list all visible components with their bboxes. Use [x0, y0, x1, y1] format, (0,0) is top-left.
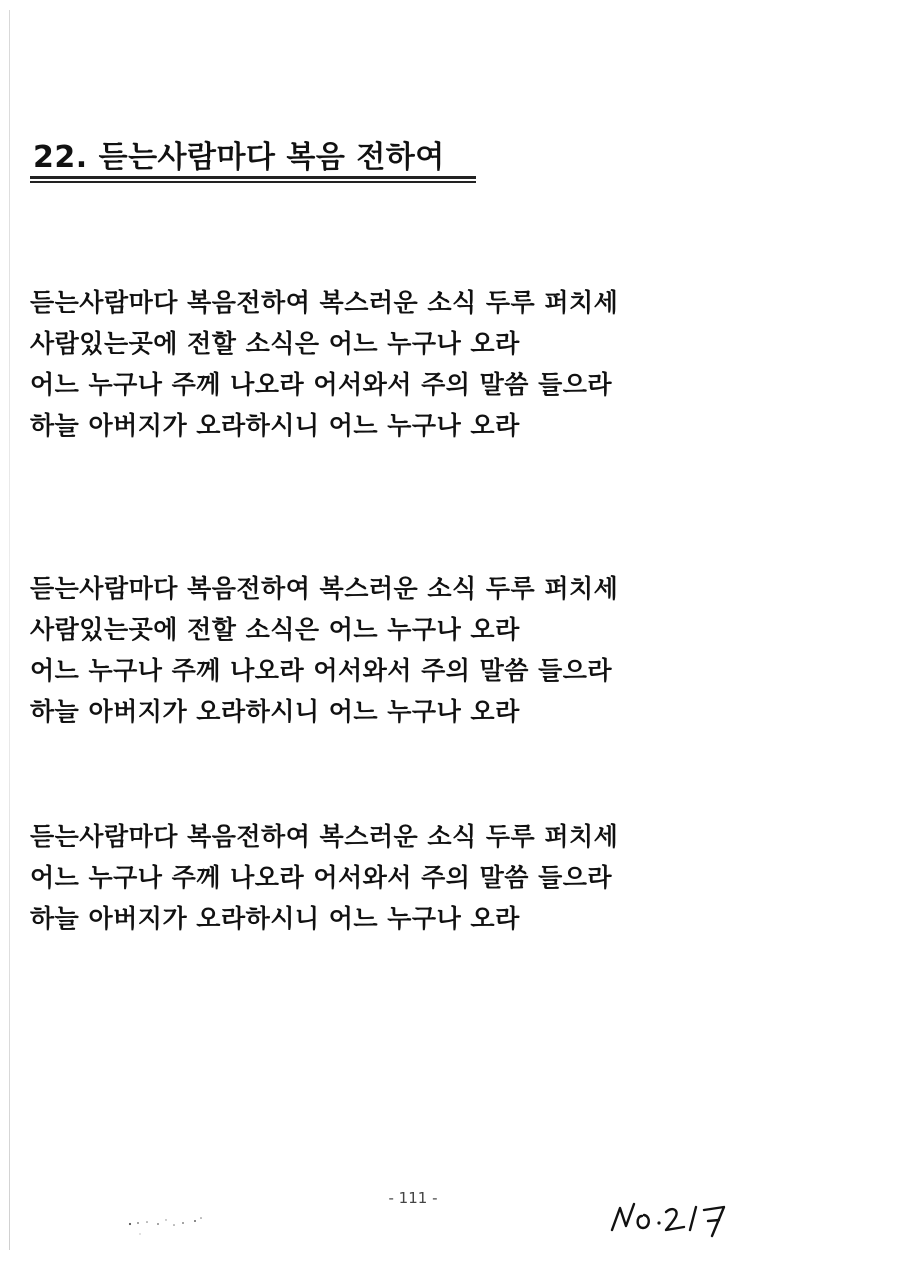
- verse-line: 듣는사람마다 복음전하여 복스러운 소식 두루 퍼치세: [30, 288, 619, 317]
- title-underline-bottom: [30, 181, 476, 183]
- verse-1: [30, 282, 618, 446]
- binding-margin-line: [9, 10, 10, 1250]
- verse-line: 어느 누구나 주께 나오라 어서와서 주의 말씀 들으라: [30, 863, 613, 892]
- title-underline-top: [30, 176, 476, 179]
- verse-3: [30, 816, 618, 939]
- verse-line: 듣는사람마다 복음전하여 복스러운 소식 두루 퍼치세: [30, 574, 619, 603]
- verse-line: 하늘 아버지가 오라하시니 어느 누구나 오라: [30, 904, 520, 933]
- verse-line: 사람있는곳에 전할 소식은 어느 누구나 오라: [30, 615, 520, 644]
- song-title: 22. 듣는사람마다 복음 전하여: [33, 140, 445, 175]
- verse-line: 하늘 아버지가 오라하시니 어느 누구나 오라: [30, 697, 520, 726]
- verse-2: [30, 568, 618, 732]
- verse-line: 어느 누구나 주께 나오라 어서와서 주의 말씀 들으라: [30, 656, 613, 685]
- scan-specks: [120, 1212, 220, 1242]
- page-number: - 111 -: [388, 1189, 438, 1207]
- verse-line: 어느 누구나 주께 나오라 어서와서 주의 말씀 들으라: [30, 370, 613, 399]
- handwritten-number-signature: [606, 1196, 736, 1240]
- verse-line: 사람있는곳에 전할 소식은 어느 누구나 오라: [30, 329, 520, 358]
- verse-line: 듣는사람마다 복음전하여 복스러운 소식 두루 퍼치세: [30, 822, 619, 851]
- verse-line: 하늘 아버지가 오라하시니 어느 누구나 오라: [30, 411, 520, 440]
